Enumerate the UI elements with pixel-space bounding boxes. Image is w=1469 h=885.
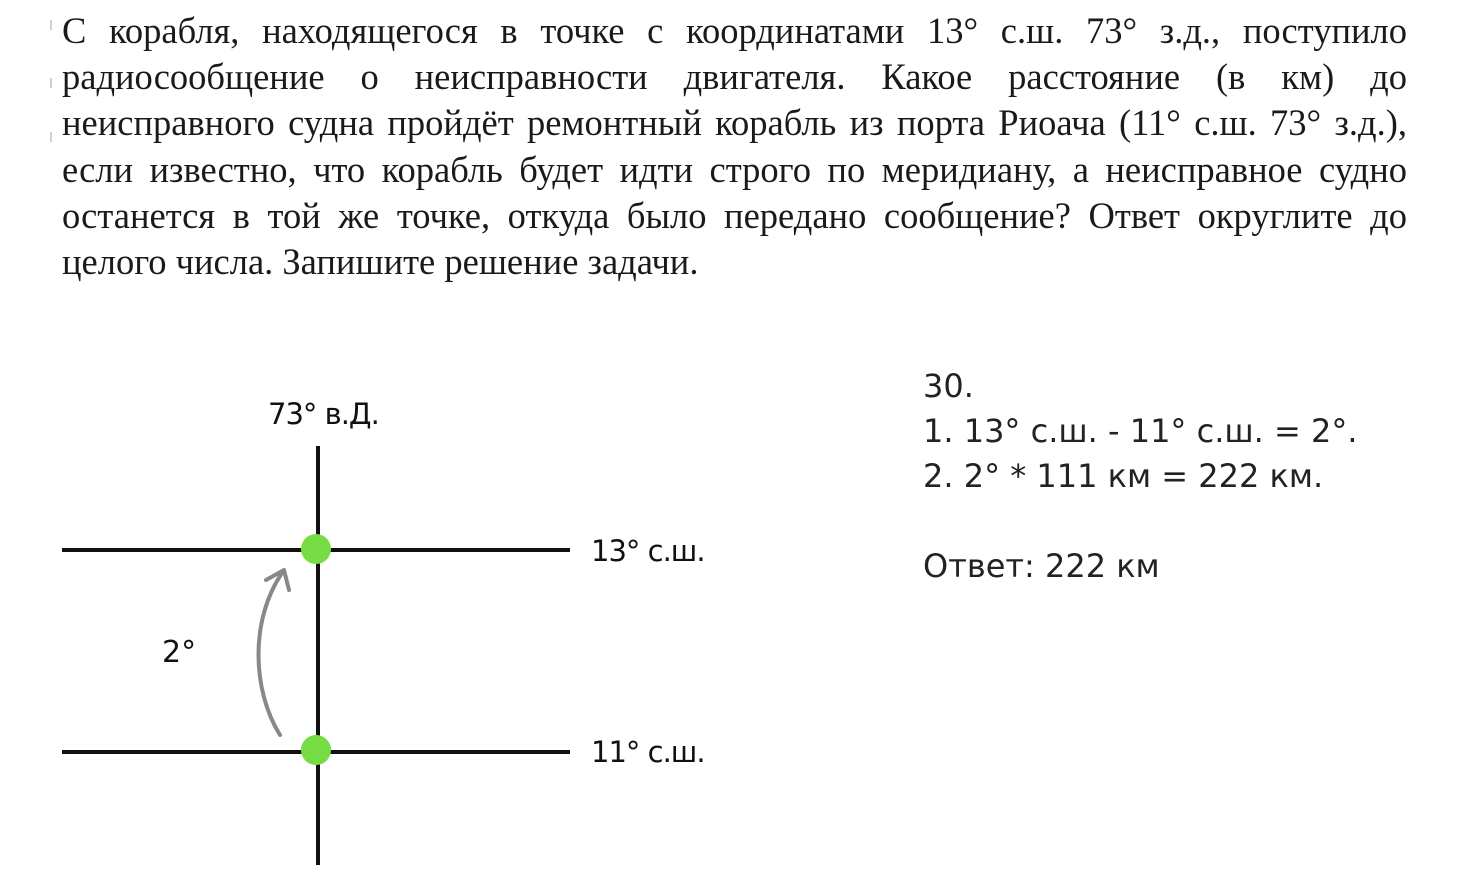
solution-block: [923, 364, 1358, 589]
port-point: [301, 735, 331, 765]
arc-arrow: [259, 573, 283, 735]
margin-marks: [50, 20, 54, 150]
solution-step-2: 2. 2° * 111 км = 222 км.: [923, 457, 1324, 495]
solution-step-1: 1. 13° с.ш. - 11° с.ш. = 2°.: [923, 412, 1358, 450]
damaged-ship-point: [301, 534, 331, 564]
arc-label: 2°: [162, 635, 197, 670]
parallel-top-label: 13° с.ш.: [591, 534, 705, 568]
solution-answer: Ответ: 222 км: [923, 547, 1160, 585]
meridian-label: 73° в.Д.: [268, 397, 379, 431]
solution-number: 30.: [923, 367, 974, 405]
parallel-bottom-label: 11° с.ш.: [591, 735, 705, 769]
coordinate-diagram: [0, 340, 760, 885]
problem-text: С корабля, находящегося в точке с координатами 13° с.ш. 73° з.д., поступило радиосообщение о неисправности двигателя. Какое расстояние (в км) до неисправного судна пройдёт ремонтный корабль из порта Риоача (11° с.ш. 73° з.д.), если известно, что корабль будет идти строго по меридиану, а неисправное судно останется в той же точке, откуда было передано сообщение? Ответ округлите до целого числа. Запишите решение задачи.: [62, 10, 1407, 283]
